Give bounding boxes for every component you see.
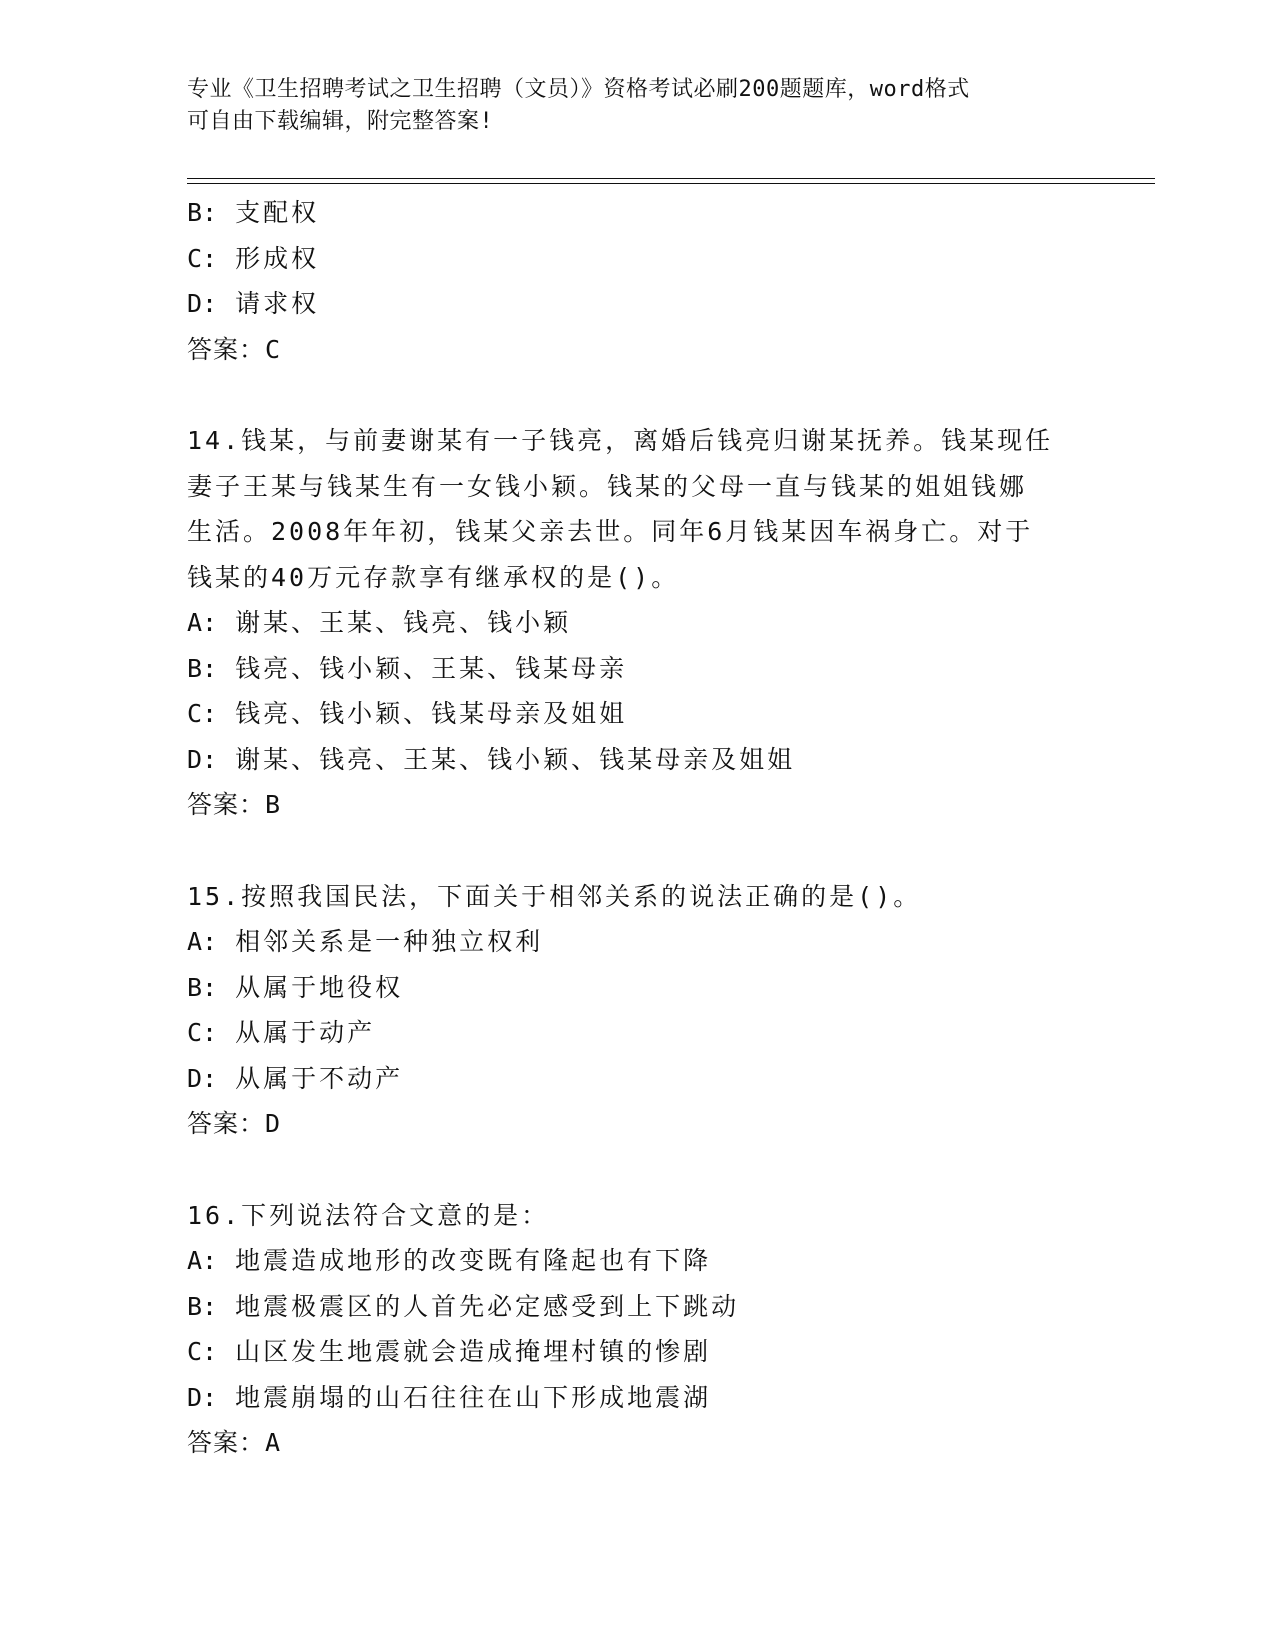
- option-d: D: 谢某、钱亮、王某、钱小颖、钱某母亲及姐姐: [187, 744, 796, 774]
- question-15: [187, 874, 1117, 1147]
- option-c: C: 山区发生地震就会造成掩埋村镇的惨剧: [187, 1337, 712, 1366]
- header-rule-bottom: [187, 183, 1155, 184]
- answer-line: 答案：C: [187, 334, 282, 364]
- document-header: [187, 74, 1087, 138]
- question-list: [187, 190, 1117, 1466]
- option-d: D: 请求权: [187, 289, 320, 318]
- question-stem-line: 生活。2008年年初，钱某父亲去世。同年6月钱某因车祸身亡。对于: [187, 517, 1034, 546]
- question-stem-line: 妻子王某与钱某生有一女钱小颖。钱某的父母一直与钱某的姐姐钱娜: [187, 471, 1028, 501]
- option-d: D: 地震崩塌的山石往往在山下形成地震湖: [187, 1382, 712, 1412]
- header-line-2: 可自由下载编辑，附完整答案!: [187, 109, 494, 134]
- question-14: [187, 418, 1117, 828]
- question-stem-line: 钱某的40万元存款享有继承权的是()。: [187, 562, 680, 592]
- option-c: C: 形成权: [187, 243, 320, 273]
- option-a: A: 相邻关系是一种独立权利: [187, 927, 544, 956]
- header-line-1: 专业《卫生招聘考试之卫生招聘（文员）》资格考试必刷200题题库，word格式: [187, 77, 970, 102]
- option-a: A: 谢某、王某、钱亮、钱小颖: [187, 608, 572, 637]
- question-stem-line: 15.按照我国民法，下面关于相邻关系的说法正确的是()。: [187, 881, 922, 911]
- question-13-tail: [187, 190, 1117, 372]
- option-b: B: 支配权: [187, 198, 320, 227]
- option-a: A: 地震造成地形的改变既有隆起也有下降: [187, 1246, 712, 1275]
- question-stem-line: 14.钱某，与前妻谢某有一子钱亮，离婚后钱亮归谢某抚养。钱某现任: [187, 426, 1054, 455]
- option-b: B: 钱亮、钱小颖、王某、钱某母亲: [187, 653, 628, 683]
- answer-line: 答案：B: [187, 790, 282, 819]
- option-b: B: 地震极震区的人首先必定感受到上下跳动: [187, 1291, 740, 1321]
- option-c: C: 从属于动产: [187, 1018, 376, 1047]
- answer-line: 答案：A: [187, 1428, 282, 1457]
- option-d: D: 从属于不动产: [187, 1063, 404, 1093]
- question-stem-line: 16.下列说法符合文意的是：: [187, 1200, 550, 1230]
- answer-line: 答案：D: [187, 1109, 282, 1138]
- option-c: C: 钱亮、钱小颖、钱某母亲及姐姐: [187, 699, 628, 728]
- header-rule-top: [187, 178, 1155, 179]
- option-b: B: 从属于地役权: [187, 972, 404, 1002]
- question-16: [187, 1193, 1117, 1466]
